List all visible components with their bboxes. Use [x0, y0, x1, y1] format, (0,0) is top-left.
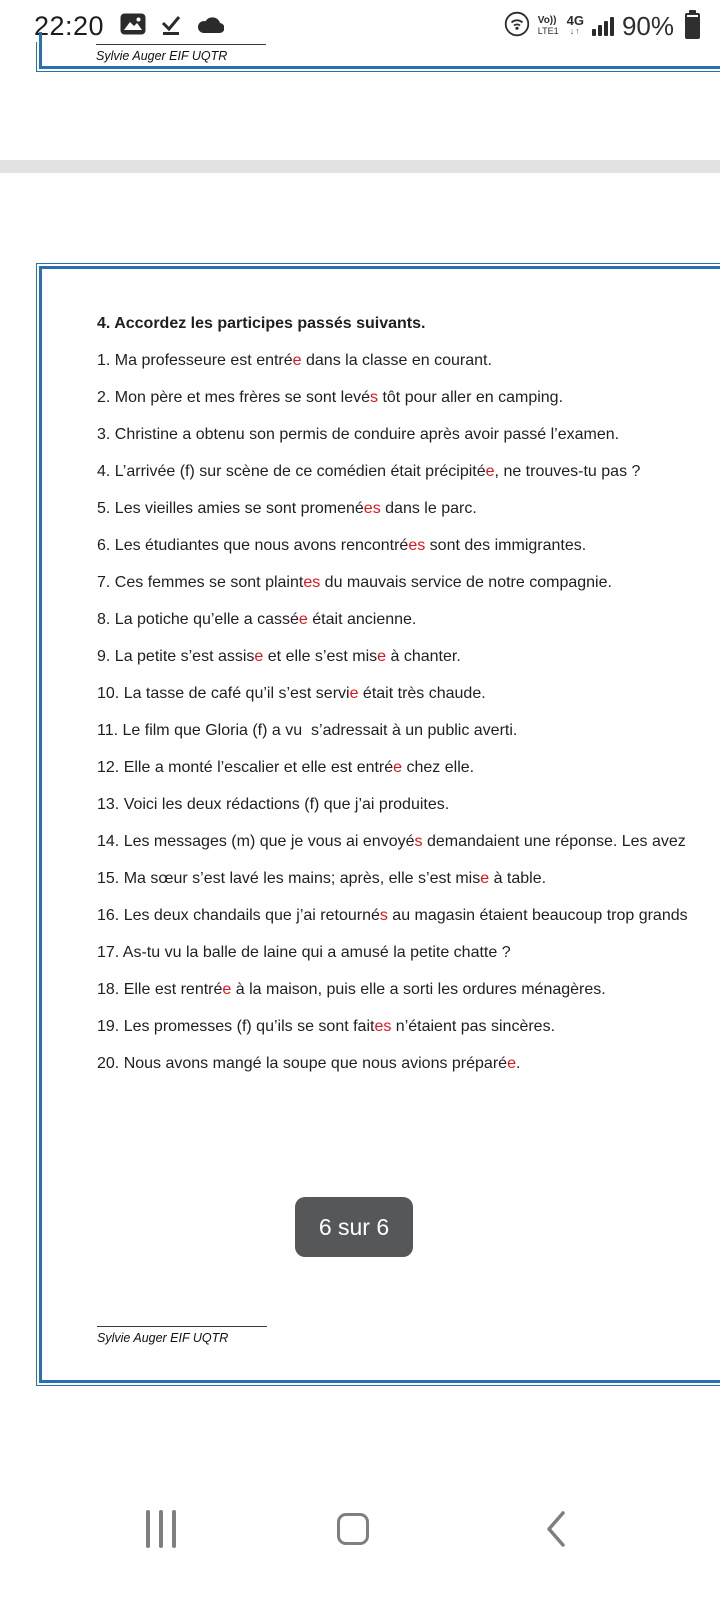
agreement-ending: e: [222, 981, 232, 998]
agreement-ending: e: [377, 648, 387, 665]
agreement-ending: e: [254, 648, 264, 665]
agreement-ending: es: [408, 537, 426, 554]
exercise-item: 6. Les étudiantes que nous avons rencontrées sont des immigrantes.: [97, 537, 587, 554]
battery-percentage: 90%: [621, 10, 674, 41]
exercise-item: 11. Le film que Gloria (f) a vu s’adressait à un public averti.: [97, 722, 518, 739]
exercise-list: [97, 352, 720, 1073]
exercise-item: 13. Voici les deux rédactions (f) que j’ai produites.: [97, 796, 450, 813]
exercise-item: 4. L’arrivée (f) sur scène de ce comédien était précipitée, ne trouves-tu pas ?: [97, 463, 641, 480]
agreement-ending: e: [292, 352, 302, 369]
agreement-ending: e: [485, 463, 495, 480]
exercise-heading: 4. Accordez les participes passés suivants.: [97, 315, 426, 332]
page-separator: [0, 160, 720, 173]
agreement-ending: e: [480, 870, 490, 887]
footer-signature: Sylvie Auger EIF UQTR: [97, 1331, 229, 1345]
document-page[interactable]: [36, 263, 720, 1386]
exercise-item: 5. Les vieilles amies se sont promenées dans le parc.: [97, 500, 477, 517]
previous-page-footer: [96, 44, 266, 63]
agreement-ending: es: [363, 500, 381, 517]
recents-icon: [146, 1510, 150, 1548]
recents-button[interactable]: [146, 1510, 176, 1548]
exercise-item: 12. Elle a monté l’escalier et elle est entrée chez elle.: [97, 759, 475, 776]
agreement-ending: s: [379, 907, 388, 924]
back-button[interactable]: [545, 1509, 567, 1554]
footer-rule: [96, 44, 266, 45]
exercise-item: 17. As-tu vu la balle de laine qui a amusé la petite chatte ?: [97, 944, 511, 961]
home-button[interactable]: [337, 1513, 369, 1545]
exercise-item: 3. Christine a obtenu son permis de conduire après avoir passé l’examen.: [97, 426, 620, 443]
agreement-ending: e: [393, 759, 403, 776]
clock: 22:20: [34, 10, 105, 41]
page-footer: [97, 1326, 720, 1345]
agreement-ending: e: [349, 685, 359, 702]
navigation-bar: [0, 1505, 720, 1555]
agreement-ending: e: [298, 611, 308, 628]
exercise-item: 19. Les promesses (f) qu’ils se sont faites n’étaient pas sincères.: [97, 1018, 556, 1035]
exercise-item: 15. Ma sœur s’est lavé les mains; après, elle s’est mise à table.: [97, 870, 547, 887]
agreement-ending: es: [374, 1018, 392, 1035]
footer-rule: [97, 1326, 267, 1327]
exercise-item: 2. Mon père et mes frères se sont levés tôt pour aller en camping.: [97, 389, 564, 406]
exercise-item: 10. La tasse de café qu’il s’est servie était très chaude.: [97, 685, 486, 702]
exercise-item: 8. La potiche qu’elle a cassée était ancienne.: [97, 611, 417, 628]
agreement-ending: s: [370, 389, 379, 406]
footer-signature: Sylvie Auger EIF UQTR: [96, 49, 228, 63]
exercise-item: 14. Les messages (m) que je vous ai envoyés demandaient une réponse. Les avez: [97, 833, 686, 850]
page-indicator-badge: 6 sur 6: [295, 1197, 413, 1257]
exercise-item: 16. Les deux chandails que j’ai retournés au magasin étaient beaucoup trop grands: [97, 907, 688, 924]
agreement-ending: s: [414, 833, 423, 850]
agreement-ending: e: [507, 1055, 516, 1072]
page-content: [42, 269, 720, 1380]
exercise-item: 9. La petite s’est assise et elle s’est mise à chanter.: [97, 648, 461, 665]
exercise-item: 18. Elle est rentrée à la maison, puis elle a sorti les ordures ménagères.: [97, 981, 606, 998]
exercise-item: 20. Nous avons mangé la soupe que nous avions préparée.: [97, 1055, 521, 1072]
back-icon: [545, 1509, 567, 1549]
agreement-ending: es: [303, 574, 321, 591]
exercise-item: 1. Ma professeure est entrée dans la classe en courant.: [97, 352, 492, 369]
network-type-indicator: 4G ↓↑: [566, 13, 584, 36]
exercise-item: 7. Ces femmes se sont plaintes du mauvais service de notre compagnie.: [97, 574, 612, 591]
volte-indicator: Vo)) LTE1: [537, 15, 559, 36]
